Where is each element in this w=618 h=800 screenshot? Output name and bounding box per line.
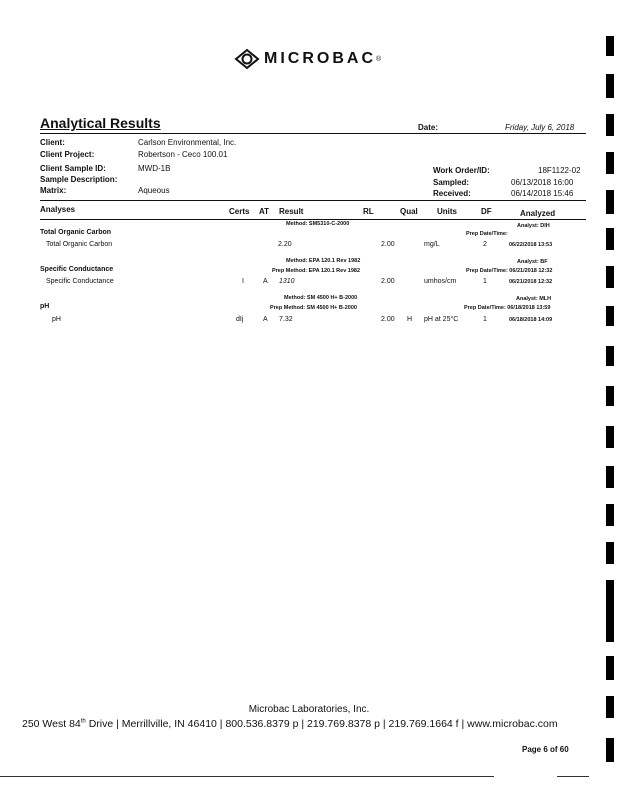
toc-rl: 2.00	[381, 241, 395, 248]
sc-df: 1	[483, 278, 487, 285]
edge-mark	[606, 426, 614, 448]
ph-result: 7.32	[279, 316, 293, 323]
description-label: Sample Description:	[40, 175, 118, 184]
edge-mark	[606, 580, 614, 642]
header-rule	[40, 219, 586, 220]
title-rule	[40, 133, 586, 134]
sc-result: 1310	[279, 278, 295, 285]
work-order-label: Work Order/ID:	[433, 166, 490, 175]
edge-mark	[606, 190, 614, 214]
registered-mark: ®	[376, 55, 382, 63]
col-qual: Qual	[400, 207, 418, 216]
col-rl: RL	[363, 207, 374, 216]
address-number: 250 West 84	[22, 718, 81, 730]
sc-rl: 2.00	[381, 278, 395, 285]
edge-mark	[606, 114, 614, 136]
edge-mark	[606, 386, 614, 406]
edge-mark	[606, 542, 614, 564]
footer-address	[22, 718, 558, 730]
sampled-label: Sampled:	[433, 178, 470, 187]
sc-units: umhos/cm	[424, 278, 457, 285]
edge-mark	[606, 306, 614, 326]
col-result: Result	[279, 207, 304, 216]
toc-df: 2	[483, 241, 487, 248]
ph-df: 1	[483, 316, 487, 323]
page-title: Analytical Results	[40, 115, 161, 131]
ph-prep-method: Prep Method: SM 4500 H+ B-2000	[270, 305, 357, 311]
toc-group-name: Total Organic Carbon	[40, 229, 112, 236]
edge-mark	[606, 738, 614, 762]
sc-at: A	[263, 278, 268, 285]
sc-analyst: Analyst: BF	[517, 259, 548, 265]
info-rule	[40, 200, 586, 201]
sampled-value: 06/13/2018 16:00	[511, 178, 574, 187]
address-suffix: th	[80, 718, 86, 725]
toc-analyst: Analyst: DIH	[517, 223, 550, 229]
ph-group-name: pH	[40, 303, 50, 310]
toc-analyzed: 06/22/2018 13:53	[509, 242, 553, 248]
client-value: Carlson Environmental, Inc.	[138, 138, 237, 147]
ph-analyst: Analyst: MLH	[516, 296, 552, 302]
edge-mark	[606, 266, 614, 288]
toc-units: mg/L	[424, 241, 440, 248]
client-label: Client:	[40, 138, 65, 147]
received-label: Received:	[433, 189, 471, 198]
col-analyses: Analyses	[40, 205, 76, 214]
project-label: Client Project:	[40, 150, 95, 159]
edge-mark	[606, 74, 614, 98]
logo-wordmark: MICROBAC	[264, 50, 376, 67]
toc-method: Method: SM5310-C-2000	[286, 221, 350, 227]
edge-mark	[606, 504, 614, 526]
project-value: Robertson - Ceco 100.01	[138, 150, 228, 159]
edge-mark	[606, 152, 614, 174]
ph-method: Method: SM 4500 H+ B-2000	[284, 295, 358, 301]
col-at: AT	[259, 207, 270, 216]
edge-mark	[606, 696, 614, 718]
edge-mark	[606, 346, 614, 366]
toc-analyte: Total Organic Carbon	[46, 241, 113, 248]
edge-mark	[606, 228, 614, 250]
edge-mark	[606, 656, 614, 680]
page-number: Page 6 of 60	[522, 745, 569, 754]
sample-id-value: MWD-1B	[138, 164, 171, 173]
ph-at: A	[263, 316, 268, 323]
footer-company: Microbac Laboratories, Inc.	[248, 704, 370, 715]
ph-units: pH at 25°C	[424, 316, 459, 323]
sc-method: Method: EPA 120.1 Rev 1982	[286, 258, 361, 264]
col-units: Units	[437, 207, 457, 216]
matrix-value: Aqueous	[138, 186, 170, 195]
date-value: Friday, July 6, 2018	[505, 123, 575, 132]
received-value: 06/14/2018 15:46	[511, 189, 574, 198]
bottom-rule-right	[557, 776, 589, 777]
address-rest: Drive | Merrillville, IN 46410 | 800.536.8379 p | 219.769.8378 p | 219.769.1664 f | www.microbac.com	[85, 718, 558, 730]
microbac-logo-icon	[234, 48, 260, 70]
edge-mark	[606, 466, 614, 488]
matrix-label: Matrix:	[40, 186, 67, 195]
ph-qual: H	[407, 316, 413, 323]
sc-certs: I	[242, 278, 244, 285]
work-order-value: 18F1122-02	[538, 166, 581, 175]
col-analyzed: Analyzed	[520, 209, 556, 218]
sample-id-label: Client Sample ID:	[40, 164, 106, 173]
ph-analyzed: 06/18/2018 14:09	[509, 317, 553, 323]
col-certs: Certs	[229, 207, 250, 216]
sc-analyzed: 06/21/2018 12:32	[509, 279, 553, 285]
microbac-logo	[234, 48, 381, 70]
sc-analyte: Specific Conductance	[46, 278, 114, 285]
sc-prep-date: Prep Date/Time: 06/21/2018 12:32	[466, 268, 553, 274]
sc-group-name: Specific Conductance	[40, 266, 114, 273]
ph-certs: dIj	[236, 316, 244, 323]
bottom-rule-left	[0, 776, 494, 777]
sc-prep-method: Prep Method: EPA 120.1 Rev 1982	[272, 268, 361, 274]
col-df: DF	[481, 207, 492, 216]
edge-mark	[606, 36, 614, 56]
ph-rl: 2.00	[381, 316, 395, 323]
toc-result: 2.20	[278, 241, 292, 248]
ph-prep-date: Prep Date/Time: 06/18/2018 13:59	[464, 305, 551, 311]
toc-prep-date: Prep Date/Time:	[466, 231, 508, 237]
date-label: Date:	[418, 123, 439, 132]
ph-analyte: pH	[52, 316, 61, 323]
